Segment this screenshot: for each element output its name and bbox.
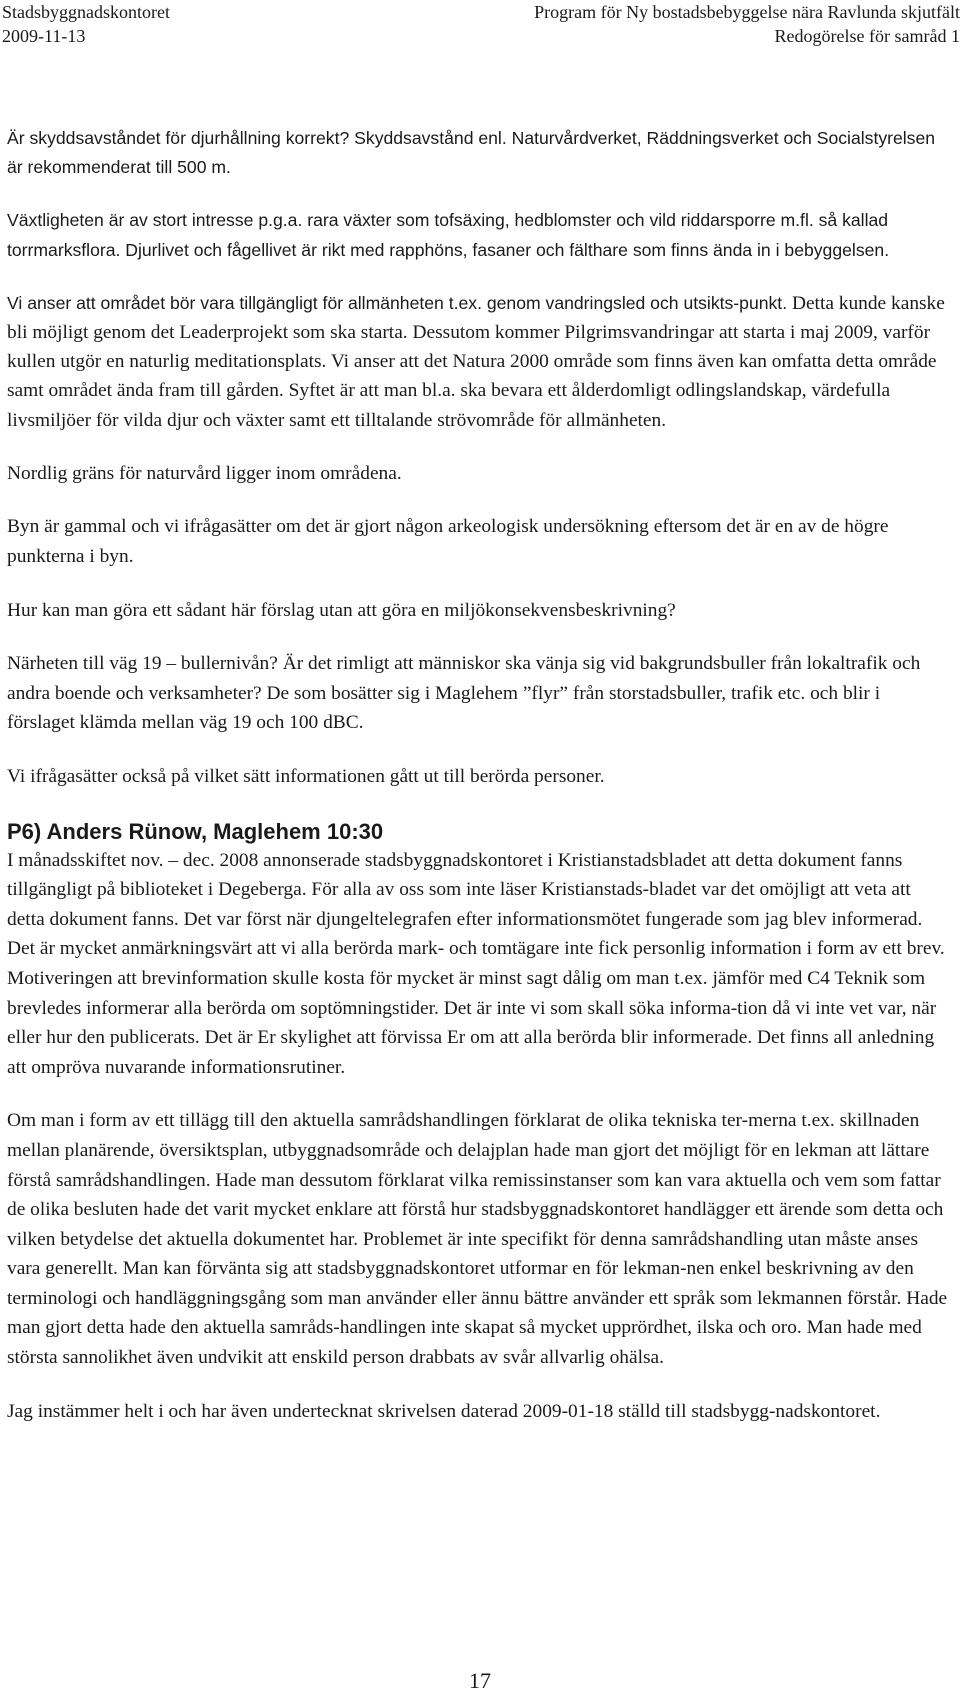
paragraph-7: Närheten till väg 19 – bullernivån? Är det rimligt att människor ska vänja sig vid bakgrundsbuller från lokaltrafik och andra boende och verksamheter? De som bosätter sig i Maglehem ”flyr” från storstadsbuller, trafik etc. och blir i förslaget klämda mellan väg 19 och 100 dBC. xyxy=(7,653,921,734)
header-date: 2009-11-13 xyxy=(2,26,86,46)
paragraph-10: Om man i form av ett tillägg till den aktuella samrådshandlingen förklarat de olika tekniska ter-merna t.ex. skillnaden mellan planärende, översiktsplan, utbyggnadsområde och delajplan hade man gjort det möjligt för en lekman att lättare förstå samrådshandlingen. Hade man dessutom förklarat vilka remissinstanser som kan vara aktuella och vem som fattar de olika besluten hade det varit mycket enklare att förstå hur stadsbyggnadskontoret handlägger ett ärende som detta och vilken betydelse det aktuella dokumentet har. Problemet är inte specifikt för denna samrådshandling utan måste anses vara generellt. Man kan förvänta sig att stadsbyggnadskontoret utformar en för lekman-nen enkel beskrivning av den terminologi och handläggningsgång som man använder eller ännu bättre använder ett språk som lekmannen förstår. Hade man gjort detta hade den aktuella samråds-handlingen inte skapat så mycket upprördhet, ilska och oro. Man hade med största sannolikhet även undvikit att enskild person drabbats av svår allvarlig ohälsa. xyxy=(7,1110,948,1369)
paragraph-5: Byn är gammal och vi ifrågasätter om det är gjort någon arkeologisk undersökning eftersom det är en av de högre punkterna i byn. xyxy=(7,516,889,568)
body-text xyxy=(7,124,952,1426)
paragraph-1: Är skyddsavståndet för djurhållning korrekt? Skyddsavstånd enl. Naturvårdverket, Räddningsverket och Socialstyrelsen är rekommenderat till 500 m. xyxy=(7,128,936,178)
paragraph-3c: Dessutom kommer Pilgrimsvandringar att starta i maj 2009, varför kullen utgör en naturlig meditationsplats. Vi anser att det Natura 2000 område som finns även kan omfatta detta område samt området ända fram till gården. Syftet är att man bl.a. ska bevara ett ålderdomligt odlingslandskap, värdefulla livsmiljöer för vilda djur och växter samt ett tilltalande strövområde för allmänheten. xyxy=(7,322,937,431)
header-doc-title: Redogörelse för samråd 1 xyxy=(774,26,960,46)
header-left xyxy=(2,0,170,48)
paragraph-3b: Detta kunde kanske bli möjligt genom det Leaderprojekt som ska starta. xyxy=(7,292,945,344)
paragraph-11: Jag instämmer helt i och har även undertecknat skrivelsen daterad 2009-01-18 ställd till stadsbygg-nadskontoret. xyxy=(7,1400,881,1422)
page-number: 17 xyxy=(469,1668,491,1693)
header-org: Stadsbyggnadskontoret xyxy=(2,2,170,22)
paragraph-8: Vi ifrågasätter också på vilket sätt informationen gått ut till berörda personer. xyxy=(7,765,605,787)
paragraph-6: Hur kan man göra ett sådant här förslag utan att göra en miljökonsekvensbeskrivning? xyxy=(7,599,676,621)
section-title: P6) Anders Rünow, Maglehem 10:30 xyxy=(7,818,384,844)
paragraph-2: Växtligheten är av stort intresse p.g.a. rara växter som tofsäxing, hedblomster och vild riddarsporre m.fl. så kallad torrmarksflora. Djurlivet och fågellivet är rikt med rapphöns, fasaner och fälthare som finns ända in i bebyggelsen. xyxy=(7,210,890,260)
paragraph-4: Nordlig gräns för naturvård ligger inom områdena. xyxy=(7,462,402,484)
paragraph-3a: Vi anser att området bör vara tillgängligt för allmänheten t.ex. genom vandringsled och utsikts-punkt. xyxy=(7,292,788,313)
paragraph-3 xyxy=(7,289,952,435)
header-right xyxy=(534,0,960,48)
header-program: Program för Ny bostadsbebyggelse nära Ravlunda skjutfält xyxy=(534,2,960,22)
paragraph-9: I månadsskiftet nov. – dec. 2008 annonserade stadsbyggnadskontoret i Kristianstadsbladet att detta dokument fanns tillgängligt på biblioteket i Degeberga. För alla av oss som inte läser Kristianstads-bladet var det omöjligt att veta att detta dokument fanns. Det var först när djungeltelegrafen efter informationsmötet fungerade som jag blev informerad. Det är mycket anmärkningsvärt att vi alla berörda mark- och tomtägare inte fick personlig information i form av ett brev. Motiveringen att brevinformation skulle kosta för mycket är minst sagt dålig om man t.ex. jämför med C4 Teknik som brevledes informerar alla berörda om soptömningstider. Det är inte vi som skall söka informa-tion då vi inte vet var, när eller hur den publicerats. Det är Er skylighet att förvissa Er om att alla berörda blir informerade. Det finns all anledning att ompröva nuvarande informationsrutiner. xyxy=(7,849,945,1078)
